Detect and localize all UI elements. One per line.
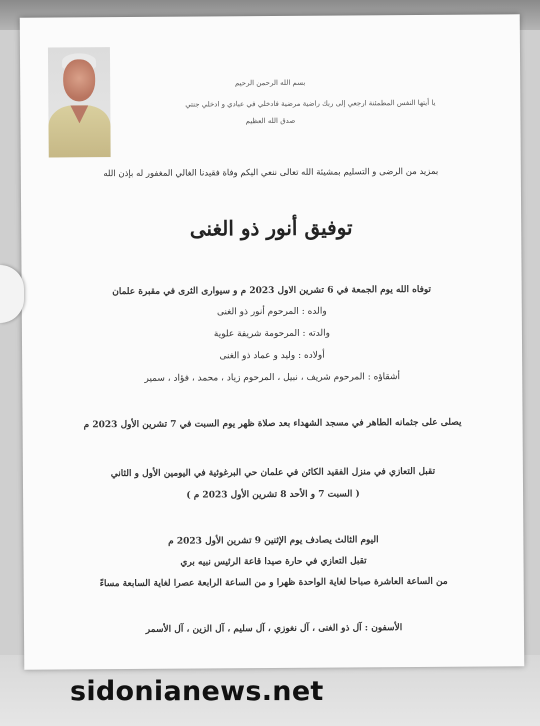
quran-verse: يا أيتها النفس المطمئنة ارجعي إلى ربك راضية مرضية فادخلي في عبادي و ادخلي جنتي bbox=[185, 98, 436, 109]
death-line: توفاه الله يوم الجمعة في 6 تشرين الاول 2023 م و سيوارى الثرى في مقبرة علمان bbox=[112, 284, 432, 298]
children-line: أولاده : وليد و عماد ذو الغنى bbox=[219, 350, 325, 362]
deceased-name: توفيق أنور ذو الغنى bbox=[189, 215, 353, 241]
third-day-line: اليوم الثالث يصادف يوم الإثنين 9 تشرين الأول 2023 م bbox=[168, 535, 379, 547]
paper-fold bbox=[0, 265, 24, 323]
condolence-line-2: ( السبت 7 و الأحد 8 تشرين الأول 2023 م ) bbox=[186, 489, 360, 501]
father-line: والده : المرحوم أنور ذو الغنى bbox=[216, 306, 327, 318]
intro-line: بمزيد من الرضى و التسليم بمشيئة الله تعالى ننعي اليكم وفاة فقيدنا الغالي المغفور له بإذن الله bbox=[103, 166, 439, 180]
third-place-line: تقبل التعازي في حارة صيدا قاعة الرئيس نبيه بري bbox=[180, 556, 367, 568]
obituary-sheet bbox=[20, 14, 525, 669]
condolence-line-1: تقبل التعازي في منزل الفقيد الكائن في علمان حي البرغوثية في اليومين الأول و الثاني bbox=[110, 466, 436, 480]
basmala: بسم الله الرحمن الرحيم bbox=[234, 78, 306, 88]
third-time-line: من الساعة العاشرة صباحا لغاية الواحدة ظهرا و من الساعة الرابعة عصرا لغاية السابعة مساءً bbox=[99, 576, 448, 590]
siblings-line: أشقاؤه : المرحوم شريف ، نبيل ، المرحوم زياد ، محمد ، فؤاد ، سمير bbox=[144, 372, 401, 384]
prayer-line: يصلى على جثمانه الطاهر في مسجد الشهداء بعد صلاة ظهر يوم السبت في 7 تشرين الأول 2023 م bbox=[83, 417, 462, 431]
mourners-line: الأسفون : آل ذو الغنى ، آل نغوزي ، آل سليم ، آل الزين ، آل الأسمر bbox=[145, 623, 403, 635]
mother-line: والدته : المرحومة شريفة علوية bbox=[213, 328, 331, 340]
sadaqa-line: صدق الله العظيم bbox=[245, 116, 296, 126]
watermark-text: sidonianews.net bbox=[70, 676, 324, 707]
